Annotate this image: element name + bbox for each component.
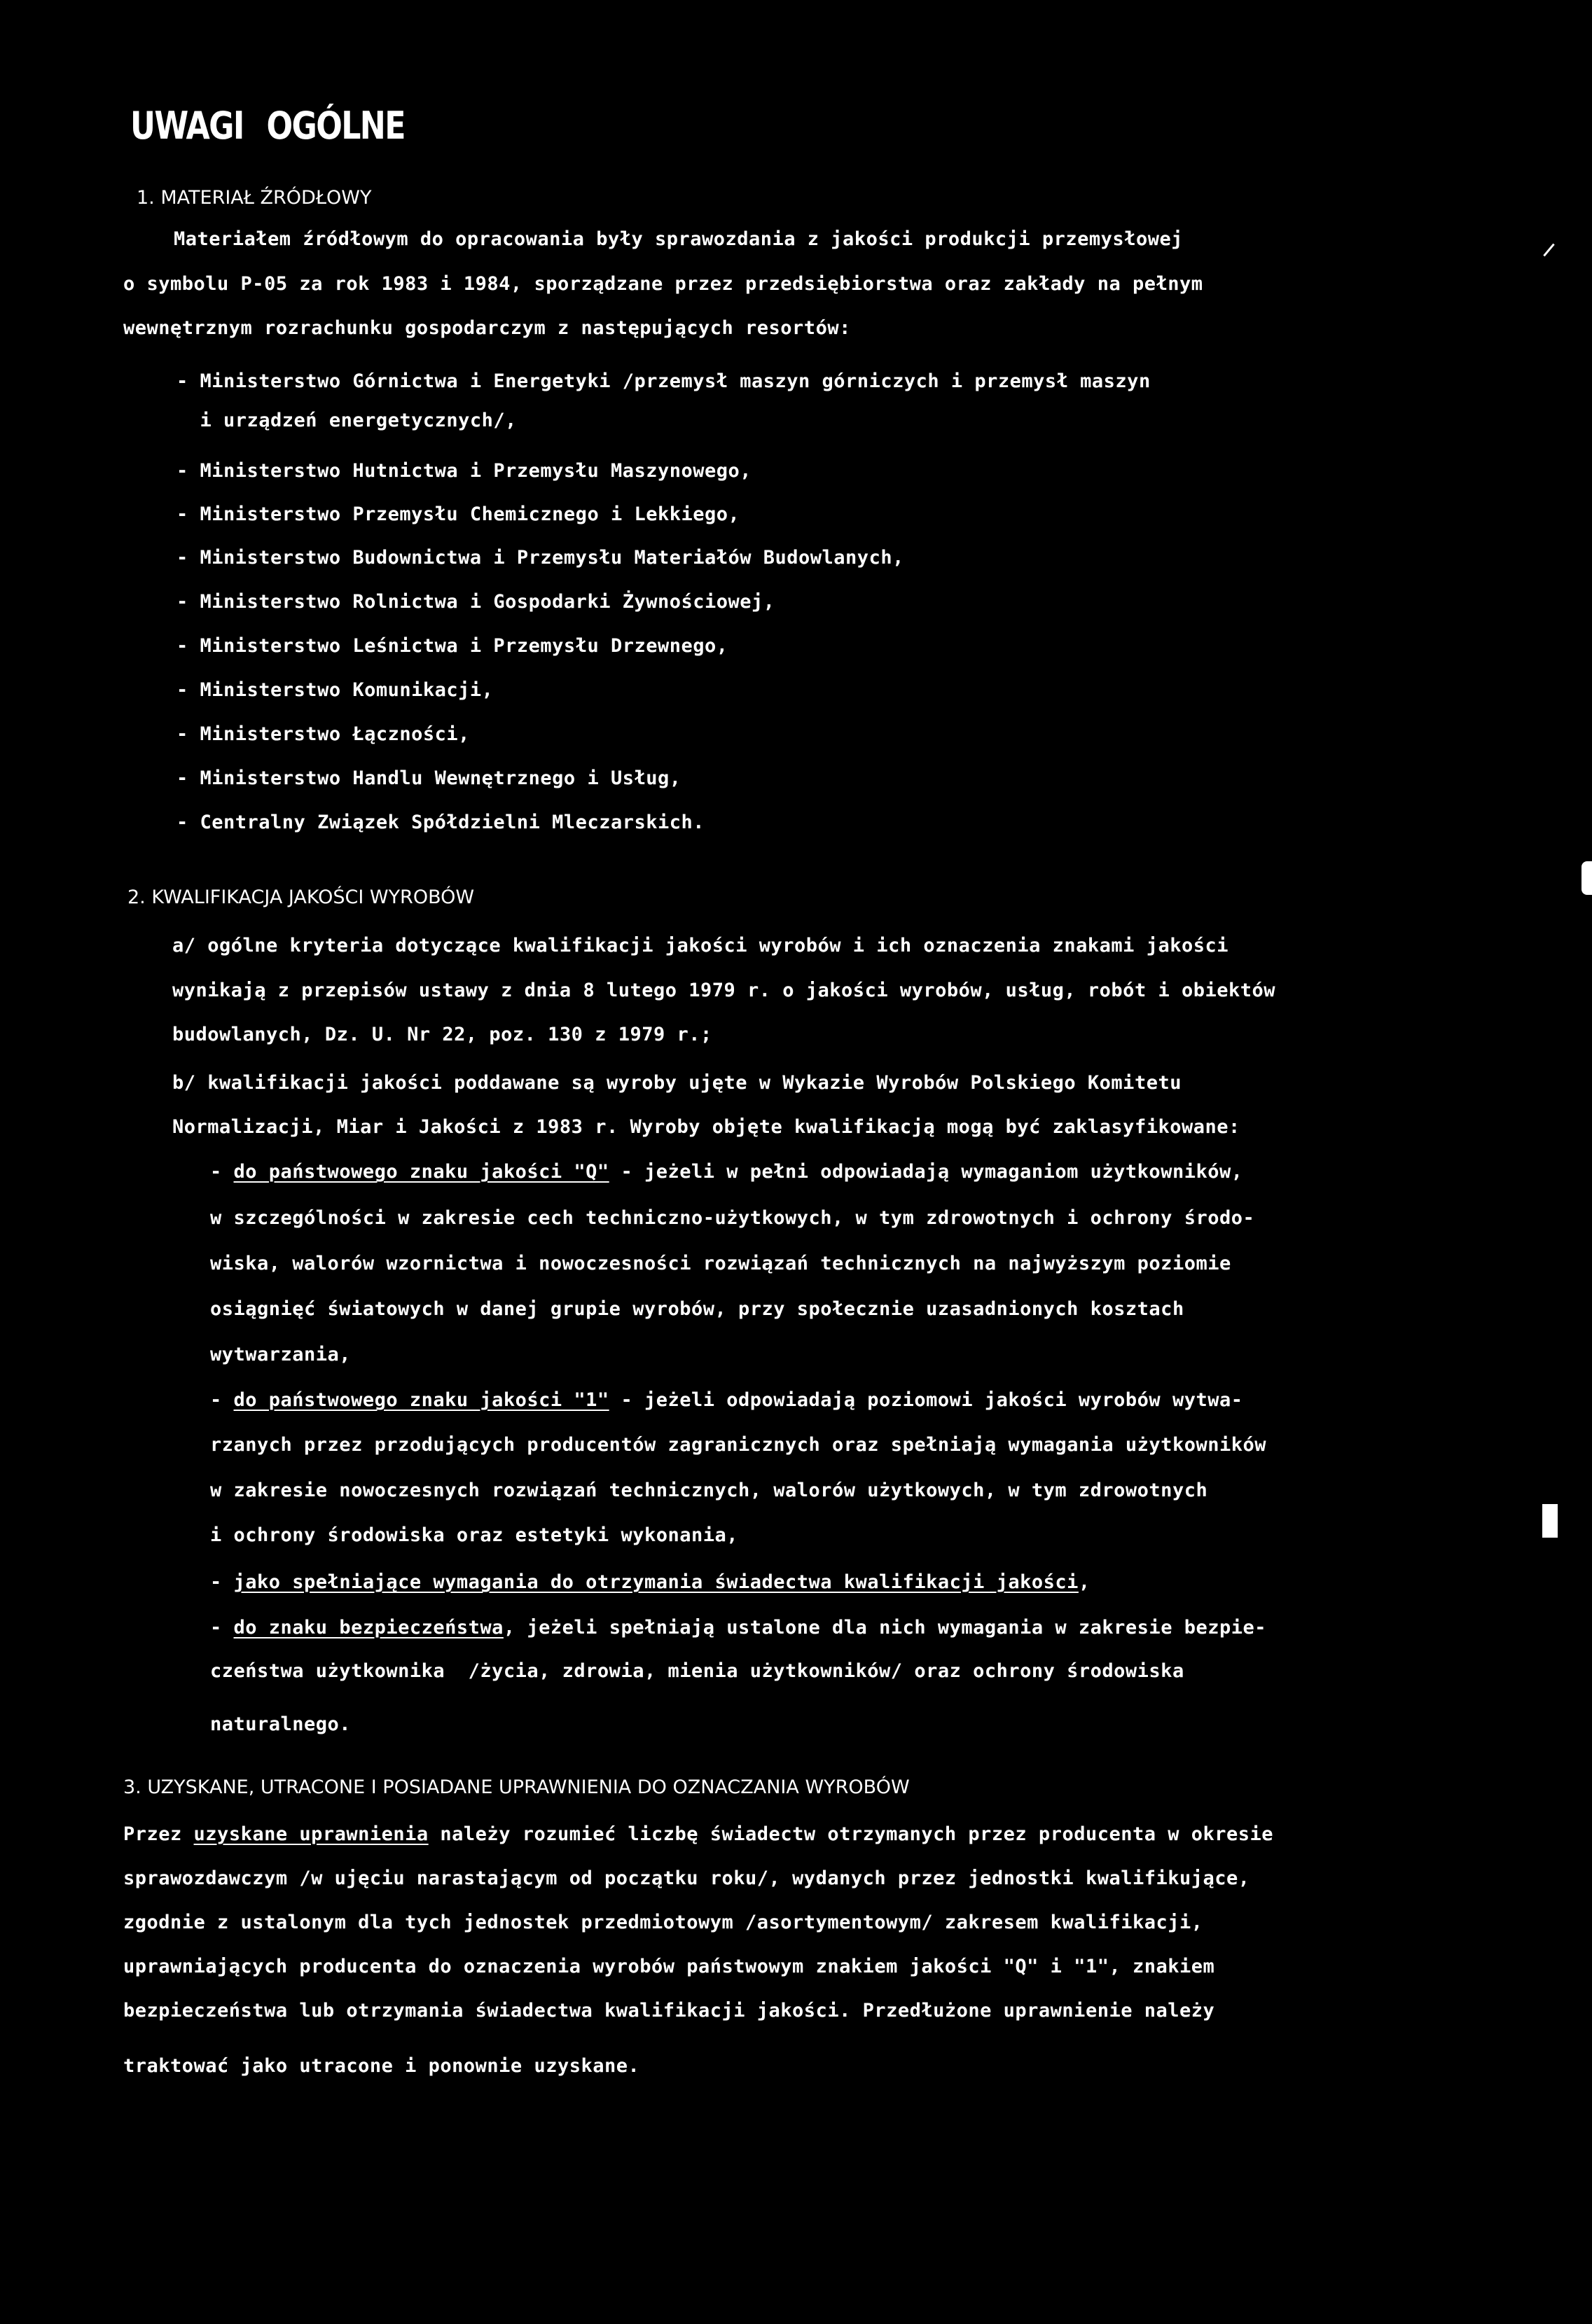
scan-artifact (1543, 244, 1554, 257)
safety-mark-line: naturalnego. (210, 1713, 352, 1735)
safety-mark-dash: - (210, 1617, 234, 1638)
s1-list-item: - Ministerstwo Leśnictwa i Przemysłu Drzewnego, (176, 635, 728, 657)
one-mark-label: do państwowego znaku jakości "1" (233, 1389, 609, 1411)
s2-a-line-1: a/ ogólne kryteria dotyczące kwalifikacji jakości wyrobów i ich oznaczenia znakami jakości (172, 935, 1228, 956)
safety-mark-rest: , jeżeli spełniają ustalone dla nich wymagania w zakresie bezpie- (503, 1617, 1266, 1638)
section-3-heading: 3. UZYSKANE, UTRACONE I POSIADANE UPRAWNIENIA DO OZNACZANIA WYROBÓW (123, 1776, 910, 1798)
title-left: UWAGI (130, 104, 244, 148)
title-right: OGÓLNE (266, 104, 405, 148)
s1-list-item: - Ministerstwo Przemysłu Chemicznego i Lekkiego, (176, 503, 740, 525)
q-mark-line: wiska, walorów wzornictwa i nowoczesności rozwiązań technicznych na najwyższym poziomie (210, 1253, 1231, 1274)
s1-list-item: - Centralny Związek Spółdzielni Mleczarskich. (176, 812, 705, 833)
s1-list-item: - Ministerstwo Łączności, (176, 723, 470, 745)
s3-line: zgodnie z ustalonym dla tych jednostek przedmiotowym /asortymentowym/ zakresem kwalifikacji, (123, 1912, 1203, 1933)
q-mark-rest: - jeżeli w pełni odpowiadają wymaganiom użytkowników, (609, 1161, 1243, 1183)
s1-list-item: - Ministerstwo Hutnictwa i Przemysłu Maszynowego, (176, 460, 752, 482)
s1-paragraph-line-1: Materiałem źródłowym do opracowania były sprawozdania z jakości produkcji przemysłowej (174, 228, 1183, 250)
one-mark-line: w zakresie nowoczesnych rozwiązań technicznych, walorów użytkowych, w tym zdrowotnych (210, 1480, 1208, 1501)
s1-list-item: - Ministerstwo Rolnictwa i Gospodarki Żywnościowej, (176, 591, 775, 613)
section-1-heading: 1. MATERIAŁ ŹRÓDŁOWY (137, 187, 372, 209)
s1-list-item: - Ministerstwo Górnictwa i Energetyki /przemysł maszyn górniczych i przemysł maszyn (176, 370, 1151, 392)
s1-list-item: - Ministerstwo Handlu Wewnętrznego i Usług, (176, 767, 681, 789)
one-mark-item (210, 1389, 1243, 1412)
s3-underlined-term: uzyskane uprawnienia (193, 1823, 429, 1845)
safety-mark-item (210, 1616, 1266, 1640)
page-title (130, 104, 405, 148)
s3-line: bezpieczeństwa lub otrzymania świadectwa kwalifikacji jakości. Przedłużone uprawnienie należy (123, 2000, 1215, 2022)
s1-list-item: i urządzeń energetycznych/, (176, 410, 517, 431)
q-mark-label: do państwowego znaku jakości "Q" (233, 1161, 609, 1183)
one-mark-line: i ochrony środowiska oraz estetyki wykonania, (210, 1524, 738, 1546)
s2-b-line-2: Normalizacji, Miar i Jakości z 1983 r. Wyroby objęte kwalifikacją mogą być zaklasyfikowane: (172, 1116, 1240, 1138)
s3-line: uprawniających producenta do oznaczenia wyrobów państwowym znakiem jakości "Q" i "1", znakiem (123, 1956, 1215, 1977)
s1-paragraph-line-2: o symbolu P-05 za rok 1983 i 1984, sporządzane przez przedsiębiorstwa oraz zakłady na pełnym (123, 273, 1203, 295)
certificate-rest: , (1078, 1571, 1091, 1593)
scan-artifact (1542, 1504, 1558, 1538)
s1-list-item: - Ministerstwo Komunikacji, (176, 679, 494, 701)
safety-mark-line: czeństwa użytkownika /życia, zdrowia, mienia użytkowników/ oraz ochrony środowiska (210, 1660, 1184, 1682)
q-mark-line: w szczególności w zakresie cech techniczno-użytkowych, w tym zdrowotnych i ochrony środo- (210, 1207, 1255, 1229)
s1-list-item: - Ministerstwo Budownictwa i Przemysłu Materiałów Budowlanych, (176, 547, 904, 569)
certificate-label: jako spełniające wymagania do otrzymania świadectwa kwalifikacji jakości (233, 1571, 1079, 1593)
q-mark-dash: - (210, 1161, 234, 1183)
one-mark-line: rzanych przez przodujących producentów zagranicznych oraz spełniają wymagania użytkowników (210, 1434, 1266, 1456)
s3-line-1-post: należy rozumieć liczbę świadectw otrzymanych przez producenta w okresie (428, 1823, 1274, 1845)
certificate-item (210, 1571, 1091, 1594)
s1-paragraph-line-3: wewnętrznym rozrachunku gospodarczym z następujących resortów: (123, 317, 851, 339)
one-mark-rest: - jeżeli odpowiadają poziomowi jakości wyrobów wytwa- (609, 1389, 1243, 1411)
s2-b-line-1: b/ kwalifikacji jakości poddawane są wyroby ujęte w Wykazie Wyrobów Polskiego Komitetu (172, 1072, 1182, 1094)
one-mark-dash: - (210, 1389, 234, 1411)
safety-mark-label: do znaku bezpieczeństwa (233, 1617, 504, 1638)
s3-line-1 (123, 1823, 1273, 1846)
s3-line: traktować jako utracone i ponownie uzyskane. (123, 2055, 640, 2077)
q-mark-item (210, 1160, 1243, 1184)
scan-artifact (1581, 861, 1592, 895)
certificate-dash: - (210, 1571, 234, 1593)
s2-a-line-2: wynikają z przepisów ustawy z dnia 8 lutego 1979 r. o jakości wyrobów, usług, robót i obiektów (172, 980, 1276, 1001)
section-2-heading: 2. KWALIFIKACJA JAKOŚCI WYROBÓW (127, 886, 475, 908)
s3-line-1-pre: Przez (123, 1823, 194, 1845)
s2-a-line-3: budowlanych, Dz. U. Nr 22, poz. 130 z 1979 r.; (172, 1024, 712, 1045)
s3-line: sprawozdawczym /w ujęciu narastającym od początku roku/, wydanych przez jednostki kwalifikujące, (123, 1867, 1250, 1889)
q-mark-line: wytwarzania, (210, 1344, 352, 1365)
q-mark-line: osiągnięć światowych w danej grupie wyrobów, przy społecznie uzasadnionych kosztach (210, 1298, 1184, 1320)
